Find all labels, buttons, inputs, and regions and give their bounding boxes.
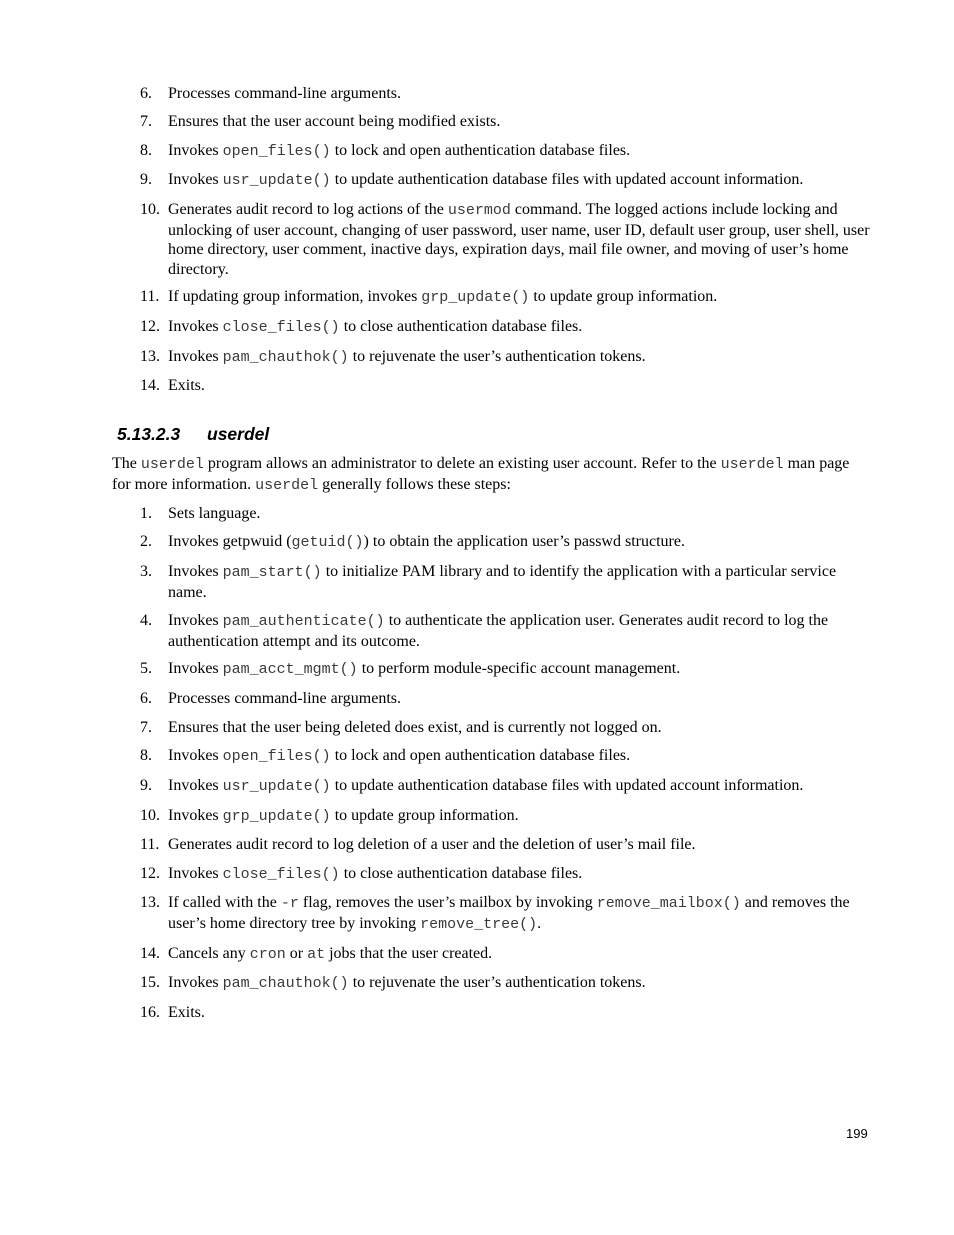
text-run: If called with the bbox=[168, 894, 281, 911]
list-item-number: 10. bbox=[140, 201, 160, 218]
list-item-number: 6. bbox=[140, 85, 152, 102]
text-run: jobs that the user created. bbox=[325, 945, 493, 962]
text-run: to perform module-specific account management. bbox=[357, 660, 681, 677]
text-run: and removes the user’s home directory tree by invoking bbox=[168, 894, 850, 932]
list-item-number: 16. bbox=[140, 1004, 160, 1021]
text-run: to lock and open authentication database files. bbox=[330, 747, 631, 764]
text-run: to update group information. bbox=[529, 288, 718, 305]
list-item-number: 14. bbox=[140, 377, 160, 394]
list-item-text bbox=[168, 532, 872, 553]
list-item-number: 15. bbox=[140, 974, 160, 991]
list-item-number: 7. bbox=[140, 113, 152, 130]
text-run: to close authentication database files. bbox=[339, 318, 583, 335]
text-run: Ensures that the user being deleted does exist, and is currently not logged on. bbox=[168, 719, 662, 736]
text-run: Invokes bbox=[168, 171, 223, 188]
list-item-number: 1. bbox=[140, 505, 152, 522]
intro-text: generally follows these steps: bbox=[318, 475, 511, 493]
list-item-number: 6. bbox=[140, 690, 152, 707]
text-run: Invokes bbox=[168, 807, 223, 824]
list-item-number: 9. bbox=[140, 777, 152, 794]
list-item-number: 14. bbox=[140, 945, 160, 962]
text-run: command. The logged actions include locking and unlocking of user account, changing of user password, user name, user ID, default user group, user shell, user home directory, user comment, inactive days, expiration days, mail file owner, and moving of user’s home directory. bbox=[168, 201, 870, 278]
section-number: 5.13.2.3 bbox=[117, 424, 181, 444]
text-run: Invokes bbox=[168, 777, 223, 794]
inline-code: pam_acct_mgmt() bbox=[222, 661, 358, 678]
text-run: . bbox=[537, 914, 542, 932]
text-run: to authenticate the application user. Generates audit record to log the authentication attempt and its outcome. bbox=[168, 612, 829, 650]
text-run: Generates audit record to log actions of the bbox=[168, 201, 448, 218]
text-run: Cancels any bbox=[168, 945, 250, 962]
text-run: Processes command-line arguments. bbox=[168, 690, 401, 707]
inline-code: pam_authenticate() bbox=[222, 613, 385, 630]
inline-code: close_files() bbox=[222, 866, 340, 883]
inline-code: grp_update() bbox=[222, 808, 331, 825]
inline-code: -r bbox=[280, 895, 299, 912]
list-item-text bbox=[168, 776, 872, 797]
inline-code: open_files() bbox=[222, 748, 331, 765]
list-item-number: 7. bbox=[140, 719, 152, 736]
list-item-number: 13. bbox=[140, 348, 160, 365]
list-item-text bbox=[168, 112, 872, 132]
text-run: to initialize PAM library and to identify the application with a particular service name. bbox=[168, 563, 837, 601]
list-item-text bbox=[168, 864, 872, 885]
list-item-text bbox=[168, 562, 872, 602]
list-item-text bbox=[168, 84, 872, 104]
list-item-text bbox=[168, 746, 872, 767]
text-run: to update group information. bbox=[330, 807, 519, 824]
list-item-text bbox=[168, 287, 872, 308]
text-run: Invokes bbox=[168, 563, 223, 580]
list-item-text bbox=[168, 1003, 872, 1023]
inline-code: usr_update() bbox=[222, 172, 331, 189]
intro-code: userdel bbox=[255, 476, 319, 494]
text-run: to update authentication database files with updated account information. bbox=[330, 171, 804, 188]
intro-text: program allows an administrator to delete an existing user account. Refer to the bbox=[203, 455, 721, 472]
inline-code: remove_mailbox() bbox=[596, 895, 741, 912]
list-item-text bbox=[168, 806, 872, 827]
list-item-text bbox=[168, 200, 872, 279]
list-item-text bbox=[168, 689, 872, 709]
text-run: Ensures that the user account being modified exists. bbox=[168, 113, 501, 130]
list-item-text bbox=[168, 944, 872, 965]
inline-code: grp_update() bbox=[421, 289, 530, 306]
text-run: Exits. bbox=[168, 377, 205, 394]
list-item-text bbox=[168, 170, 872, 191]
text-run: Exits. bbox=[168, 1004, 205, 1021]
list-item-number: 11. bbox=[140, 836, 160, 853]
list-item-text bbox=[168, 611, 872, 651]
text-run: or bbox=[285, 945, 308, 962]
text-run: to close authentication database files. bbox=[339, 865, 583, 882]
section-title: userdel bbox=[207, 424, 270, 444]
inline-code: getuid() bbox=[291, 534, 364, 551]
text-run: Invokes bbox=[168, 865, 223, 882]
page-number: 199 bbox=[846, 1126, 868, 1141]
list-item-number: 3. bbox=[140, 563, 152, 580]
inline-code: usermod bbox=[447, 202, 511, 219]
text-run: Generates audit record to log deletion of a user and the deletion of user’s mail file. bbox=[168, 836, 696, 853]
text-run: If updating group information, invokes bbox=[168, 288, 422, 305]
text-run: Invokes bbox=[168, 660, 223, 677]
list-item-number: 8. bbox=[140, 747, 152, 764]
text-run: ) to obtain the application user’s passwd structure. bbox=[363, 533, 685, 550]
inline-code: open_files() bbox=[222, 143, 331, 160]
text-run: Invokes bbox=[168, 142, 223, 159]
text-run: to update authentication database files with updated account information. bbox=[330, 777, 804, 794]
intro-text: The bbox=[112, 455, 141, 472]
text-run: Invokes bbox=[168, 974, 223, 991]
list-item-text bbox=[168, 376, 872, 396]
list-item-text bbox=[168, 973, 872, 994]
list-item-text bbox=[168, 659, 872, 680]
text-run: Processes command-line arguments. bbox=[168, 85, 401, 102]
intro-code: userdel bbox=[140, 456, 204, 473]
list-item-text bbox=[168, 504, 872, 524]
list-item-number: 10. bbox=[140, 807, 160, 824]
inline-code: at bbox=[307, 946, 326, 963]
inline-code: remove_tree() bbox=[420, 915, 538, 933]
inline-code: pam_chauthok() bbox=[222, 349, 349, 366]
text-run: Invokes getpwuid ( bbox=[168, 533, 292, 550]
text-run: flag, removes the user’s mailbox by invoking bbox=[298, 894, 597, 911]
list-item-number: 5. bbox=[140, 660, 152, 677]
list-item-number: 4. bbox=[140, 612, 152, 629]
text-run: to lock and open authentication database files. bbox=[330, 142, 631, 159]
list-item-text bbox=[168, 893, 872, 934]
text-run: Invokes bbox=[168, 348, 223, 365]
text-run: Invokes bbox=[168, 747, 223, 764]
list-item-text bbox=[168, 347, 872, 368]
list-item-text bbox=[168, 718, 872, 738]
inline-code: cron bbox=[249, 946, 286, 963]
text-run: Invokes bbox=[168, 612, 223, 629]
list-item-number: 12. bbox=[140, 318, 160, 335]
list-item-number: 11. bbox=[140, 288, 160, 305]
intro-text: man page for more information. bbox=[112, 455, 850, 493]
section-heading bbox=[117, 423, 269, 445]
inline-code: pam_start() bbox=[222, 564, 322, 581]
intro-code: userdel bbox=[720, 456, 784, 473]
inline-code: close_files() bbox=[222, 319, 340, 336]
text-run: Sets language. bbox=[168, 505, 261, 522]
inline-code: pam_chauthok() bbox=[222, 975, 349, 992]
list-item-number: 2. bbox=[140, 533, 152, 550]
list-item-number: 12. bbox=[140, 865, 160, 882]
list-item-text bbox=[168, 835, 872, 855]
intro-paragraph bbox=[112, 454, 872, 495]
inline-code: usr_update() bbox=[222, 778, 331, 795]
list-item-number: 9. bbox=[140, 171, 152, 188]
list-item-number: 13. bbox=[140, 894, 160, 911]
text-run: to rejuvenate the user’s authentication tokens. bbox=[348, 348, 646, 365]
list-item-text bbox=[168, 141, 872, 162]
text-run: Invokes bbox=[168, 318, 223, 335]
list-item-text bbox=[168, 317, 872, 338]
text-run: to rejuvenate the user’s authentication tokens. bbox=[348, 974, 646, 991]
list-item-number: 8. bbox=[140, 142, 152, 159]
